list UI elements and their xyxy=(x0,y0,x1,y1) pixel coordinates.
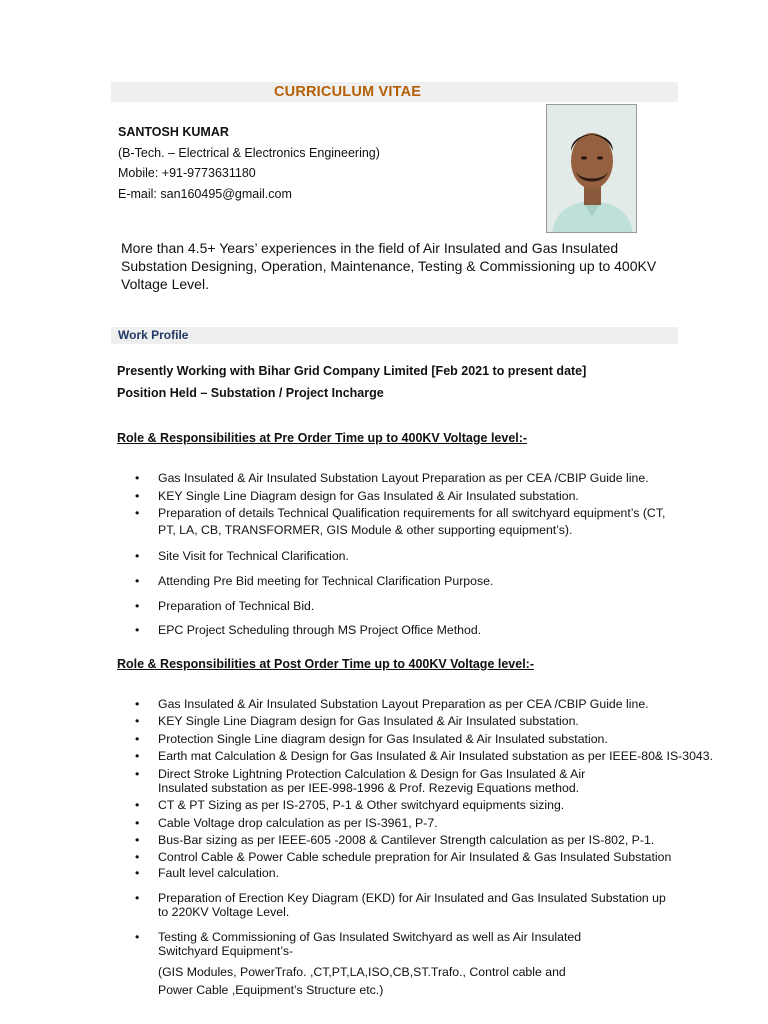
current-employment: Presently Working with Bihar Grid Company Limited [Feb 2021 to present date] xyxy=(117,364,587,378)
candidate-name: SANTOSH KUMAR xyxy=(118,125,229,139)
mobile-number: Mobile: +91-9773631180 xyxy=(118,166,256,180)
profile-photo xyxy=(546,104,637,233)
qualification: (B-Tech. – Electrical & Electronics Engineering) xyxy=(118,146,380,160)
document-title: CURRICULUM VITAE xyxy=(274,84,422,100)
work-profile-bar xyxy=(111,327,678,344)
email-address: E-mail: san160495@gmail.com xyxy=(118,187,292,201)
pre-order-heading: Role & Responsibilities at Pre Order Time up to 400KV Voltage level:- xyxy=(117,431,528,445)
post-order-heading: Role & Responsibilities at Post Order Time up to 400KV Voltage level:- xyxy=(117,657,534,671)
work-profile-heading: Work Profile xyxy=(118,328,189,342)
profile-summary: More than 4.5+ Years’ experiences in the field of Air Insulated and Gas Insulated Substation Designing, Operation, Maintenance, Testing & Commissioning up to 400KV Voltage Level. xyxy=(121,240,657,292)
position-held: Position Held – Substation / Project Incharge xyxy=(117,386,384,400)
cv-page: CURRICULUM VITAE SANTOSH KUMAR (B-Tech. – Electrical & Electronics Engineering) Mobile: +91-9773631180 E-mail: san160495@gmail.com More than 4.5+ Years’ experiences in the field of Air Insulated and Gas Insulated Substation Designing, Operation, Maintenance, Testing & Commissioning up to 400KV Voltage Level. Work Profile Presently Working with Bihar Grid Company Limited [Feb 2021 to present date] Position Held – Substation / Project Incharge Role & Responsibilities at Pre Order Time up to 400KV Voltage level:- • Gas Insulated & Air Insulated Substation Layout Preparation as per CEA /CBIP Guide line. • KEY Single Line Diagram design for Gas Insulated & Air Insulated substation. • Preparation of details Technical Qualification requirements for all switchyard equipment’s (CT, PT, LA, CB, TRANSFORMER, GIS Module & other supporting equipment’s). • Site Visit for Technical Clarification. • Attending Pre Bid meeting for Technical Clarification Purpose. • Preparation of Technical Bid. • EPC Project Scheduling through MS Project Office Method. Role & Responsibilities at Post Order Time up to 400KV Voltage level:- • Gas Insulated & Air Insulated Substation Layout Preparation as per CEA /CBIP Guide line. • KEY Single Line Diagram design for Gas Insulated & Air Insulated substation. • Protection Single Line diagram design for Gas Insulated & Air Insulated substation. • Earth mat Calculation & Design for Gas Insulated & Air Insulated substation as per IEEE-80& IS-3043. • Direct Stroke Lightning Protection Calculation & Design for Gas Insulated & Air Insulated substation as per IEE-998-1996 & Prof. Rezevig Equations method. • CT & PT Sizing as per IS-2705, P-1 & Other switchyard equipments sizing. • Cable Voltage drop calculation as per IS-3961, P-7. • Bus-Bar sizing as per IEEE-605 -2008 & Cantilever Strength calculation as per IS-802, P-1. • Control Cable & Power Cable schedule prepration for Air Insulated & Gas Insulated Substation • Fault level calculation. • Preparation of Erection Key Diagram (EKD) for Air Insulated and Gas Insulated Substation up to 220KV Voltage Level. • Testing & Commissioning of Gas Insulated Switchyard as well as Air Insulated Switchyard Equipment’s- (GIS Modules, PowerTrafo. ,CT,PT,LA,ISO,CB,ST.Trafo., Control cable and Power Cable ,Equipment’s Structure etc.) xyxy=(0,0,768,1024)
